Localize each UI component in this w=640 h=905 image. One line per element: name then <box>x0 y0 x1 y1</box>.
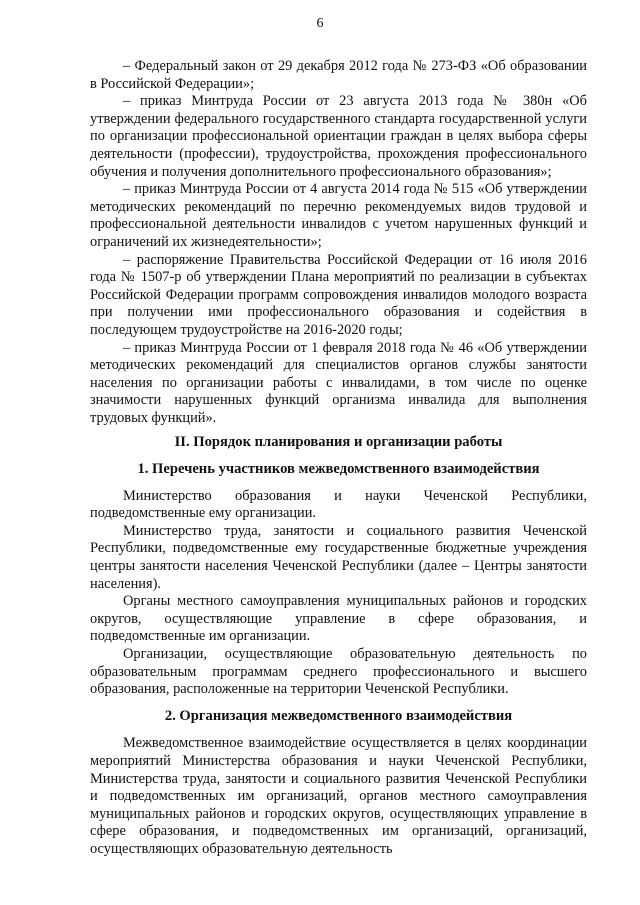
participant-paragraph: Организации, осуществляющие образовательную деятельность по образовательным программам среднего профессионального и высшего образования, расположенные на территории Чеченской Республики. <box>90 646 587 698</box>
document-body <box>90 58 587 859</box>
interaction-paragraph: Межведомственное взаимодействие осуществляется в целях координации мероприятий Министерства образования и науки Чеченской Республики, Министерства труда, занятости и социального развития Чеченской Республики и подведомственных им организаций, органов местного самоуправления муниципальных районов и городских округов, осуществляющих управление в сфере образования, и подведомственных им организаций, организаций, осуществляющих образовательную деятельность <box>90 735 587 857</box>
participant-paragraph: Министерство образования и науки Чеченской Республики, подведомственные ему организации. <box>90 487 587 522</box>
subsection-heading-interaction: 2. Организация межведомственного взаимодействия <box>164 707 513 724</box>
subsection-heading-participants: 1. Перечень участников межведомственного взаимодействия <box>137 461 540 478</box>
participant-paragraph: Министерство труда, занятости и социального развития Чеченской Республики, подведомственные ему государственные бюджетные учреждения центры занятости населения Чеченской Республики (далее – Центры занятости населения). <box>90 522 587 592</box>
law-item-46: – приказ Минтруда России от 1 февраля 2018 года № 46 «Об утверждении методических рекомендаций для специалистов органов службы занятости населения по организации работы с инвалидами, в том числе по оценке значимости нарушенных функций организма инвалида для выполнения трудовых функций». <box>90 339 587 426</box>
law-item-515: – приказ Минтруда России от 4 августа 2014 года № 515 «Об утверждении методических рекомендаций по перечню рекомендуемых видов трудовой и профессиональной деятельности инвалидов с учетом нарушенных функций и ограничений их жизнедеятельности»; <box>90 181 587 250</box>
participant-paragraph: Органы местного самоуправления муниципальных районов и городских округов, осуществляющие управление в сфере образования, и подведомственные им организации. <box>90 593 587 645</box>
law-item-380n: – приказ Минтруда России от 23 августа 2013 года № 380н «Об утверждении федерального государственного стандарта государственной услуги по организации профессиональной ориентации граждан в целях выбора сферы деятельности (профессии), трудоустройства, прохождения профессионального обучения и получения дополнительного профессионального образования»; <box>90 93 587 180</box>
section-heading: II. Порядок планирования и организации работы <box>174 434 503 451</box>
law-item-273-fz: – Федеральный закон от 29 декабря 2012 года № 273-ФЗ «Об образовании в Российской Федерации»; <box>90 58 587 92</box>
page-number: 6 <box>316 16 324 31</box>
law-item-1507-r: – распоряжение Правительства Российской Федерации от 16 июля 2016 года № 1507-р об утверждении Плана мероприятий по реализации в субъектах Российской Федерации программ сопровождения инвалидов молодого возраста при получении ими профессионального образования и содействия в последующем трудоустройстве на 2016-2020 годы; <box>90 251 587 338</box>
